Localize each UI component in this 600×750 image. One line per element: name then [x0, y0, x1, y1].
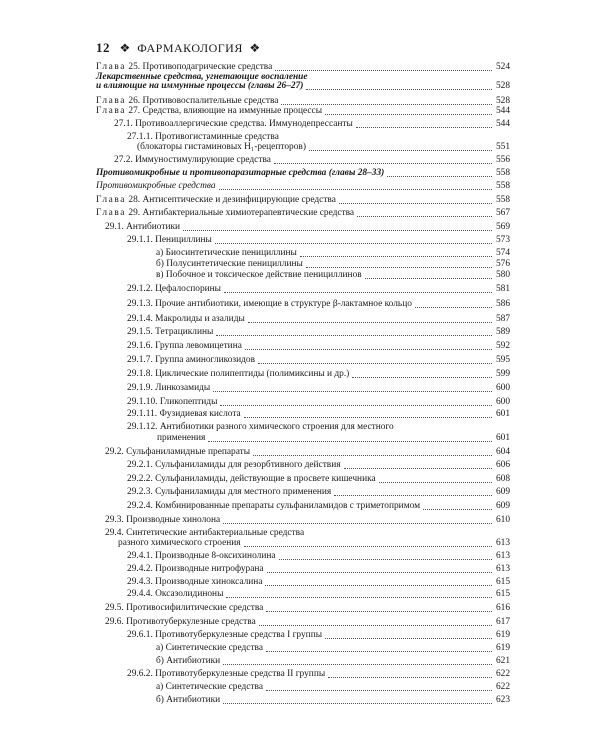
- toc-entry-title: 28. Антисептические и дезинфицирующие средства: [128, 195, 336, 205]
- page-ref: 615: [495, 589, 510, 599]
- dot-leader: [328, 677, 492, 678]
- ornament-left-icon: ❖: [119, 41, 131, 55]
- page-ref: 551: [495, 142, 510, 152]
- page-ref: 609: [495, 487, 510, 497]
- toc-entry-title: 29.1.4. Макролиды и азалиды: [127, 314, 245, 324]
- toc-entry-title: Лекарственные средства, угнетающие воспаление: [96, 72, 308, 82]
- page-number: 12: [96, 40, 110, 55]
- page-ref: 613: [495, 551, 510, 561]
- toc-entry: [127, 630, 322, 641]
- toc-entry-title: а) Синтетические средства: [156, 643, 264, 653]
- toc-entry: [127, 564, 264, 575]
- dot-leader: [325, 114, 492, 115]
- toc-entry: [127, 397, 217, 408]
- dot-leader: [344, 468, 492, 469]
- toc-entry: [156, 259, 303, 270]
- dot-leader: [267, 572, 492, 573]
- toc-entry-title: (блокаторы гистаминовых H₁-рецепторов): [137, 142, 306, 152]
- page-ref: 608: [495, 474, 510, 484]
- dot-leader: [226, 597, 492, 598]
- toc-entry-title: 29.4.3. Производные хиноксалина: [127, 577, 263, 587]
- toc-entry-title: 29.4.1. Производные 8-оксихинолина: [127, 551, 276, 561]
- page-ref: 617: [495, 617, 510, 627]
- toc-entry: [127, 355, 255, 366]
- toc-entry-title: 29.1.8. Циклические полипептиды (полимиксины и др.): [127, 369, 350, 379]
- page-ref: 601: [495, 433, 510, 443]
- page-ref: 558: [495, 168, 510, 178]
- page-ref: 556: [495, 155, 510, 165]
- toc-entry-title: 29.6.1. Противотуберкулезные средства I группы: [127, 630, 323, 640]
- toc-entry-title: 29.5. Противосифилитические средства: [105, 603, 264, 613]
- dot-leader: [266, 690, 492, 691]
- page-ref: 558: [495, 195, 510, 205]
- page-ref: 524: [495, 62, 510, 72]
- page-ref: 544: [495, 106, 510, 116]
- toc-entry-title: 27. Средства, влияющие на иммунные процессы: [128, 106, 323, 116]
- page-ref: 569: [495, 222, 510, 232]
- page-ref: 621: [495, 656, 510, 666]
- dot-leader: [244, 546, 492, 547]
- dot-leader: [334, 495, 492, 496]
- toc-entry-title: 25. Противоподагрические средства: [128, 62, 273, 72]
- toc-entry-title: 27.2. Иммуностимулирующие средства: [114, 155, 271, 165]
- dot-leader: [339, 203, 492, 204]
- toc-entry-title: 29.1.12. Антибиотики разного химического строения для местного: [127, 422, 394, 432]
- toc-entry: [118, 538, 241, 549]
- toc-entry: [127, 422, 394, 433]
- page-ref: 619: [495, 630, 510, 640]
- toc-entry-title: 29.6.2. Противотуберкулезные средства II группы: [127, 669, 326, 679]
- toc-entry-title: разного химического строения: [118, 538, 241, 548]
- dot-leader: [306, 89, 492, 90]
- dot-leader: [183, 230, 492, 231]
- toc-entry-title: и влияющие на иммунные процессы (главы 26–27): [96, 81, 304, 91]
- dot-leader: [259, 625, 492, 626]
- toc-entry: [156, 682, 263, 693]
- page-ref: 610: [495, 515, 510, 525]
- page-ref: 622: [495, 669, 510, 679]
- dot-leader: [387, 176, 492, 177]
- dot-leader: [245, 349, 492, 350]
- toc-entry-title: 29.1.10. Гликопептиды: [127, 397, 218, 407]
- toc-entry-title: б) Полусинтетические пенициллины: [156, 259, 303, 269]
- dot-leader: [379, 482, 492, 483]
- dot-leader: [265, 585, 492, 586]
- toc-entry-title: 29.6. Противотуберкулезные средства: [105, 617, 256, 627]
- toc-entry: [105, 515, 220, 526]
- toc-entry: [105, 617, 256, 628]
- page-ref: 586: [495, 299, 510, 309]
- dot-leader: [253, 455, 492, 456]
- page-ref: 619: [495, 643, 510, 653]
- toc-entry-title: 27.1.1. Противогистаминные средства: [127, 132, 279, 142]
- page-ref: 581: [495, 284, 510, 294]
- dot-leader: [248, 322, 492, 323]
- toc-entry: [156, 248, 297, 259]
- toc-entry: [127, 589, 223, 600]
- toc-entry: [96, 81, 303, 92]
- toc-entry: [127, 669, 325, 680]
- dot-leader: [208, 441, 492, 442]
- chapter-prefix: Глава: [96, 208, 127, 218]
- toc-entry: [127, 235, 212, 246]
- dot-leader: [223, 664, 492, 665]
- toc-entry-title: 29.3. Производные хинолона: [105, 515, 221, 525]
- toc-entry: [157, 433, 205, 444]
- toc-entry-title: 29.1. Антибиотики: [105, 222, 181, 232]
- toc-entry: [96, 106, 322, 117]
- toc-entry-title: 29.2.2. Сульфаниламиды, действующие в просвете кишечника: [127, 474, 376, 484]
- toc-entry-title: б) Антибиотики: [156, 695, 221, 705]
- dot-leader: [219, 189, 492, 190]
- dot-leader: [275, 70, 492, 71]
- toc-entry-title: 29.1.9. Линкозамиды: [127, 383, 211, 393]
- dot-leader: [274, 163, 492, 164]
- dot-leader: [300, 256, 492, 257]
- dot-leader: [281, 104, 492, 105]
- toc-entry-title: 29. Антибактериальные химиотерапевтические средства: [128, 208, 355, 218]
- toc-entry: [137, 142, 306, 153]
- toc-entry: [114, 119, 353, 130]
- toc-entry: [127, 314, 245, 325]
- page-ref: 600: [495, 383, 510, 393]
- toc-entry: [96, 208, 354, 219]
- toc-entry-title: 29.1.6. Группа левомицетина: [127, 341, 242, 351]
- chapter-prefix: Глава: [96, 96, 127, 106]
- page-ref: 623: [495, 695, 510, 705]
- page-ref: 609: [495, 501, 510, 511]
- chapter-prefix: Глава: [96, 195, 127, 205]
- dot-leader: [215, 243, 492, 244]
- toc-entry-title: применения: [157, 433, 206, 443]
- toc-entry-title: 29.2. Сульфаниламидные препараты: [105, 447, 251, 457]
- toc-entry-title: 26. Противовоспалительные средства: [128, 96, 279, 106]
- toc-entry: [127, 577, 262, 588]
- toc-entry-title: 29.1.7. Группа аминогликозидов: [127, 355, 255, 365]
- dot-leader: [244, 417, 492, 418]
- dot-leader: [325, 638, 492, 639]
- page-ref: 604: [495, 447, 510, 457]
- toc-entry: [127, 327, 213, 338]
- page-ref: 601: [495, 409, 510, 419]
- dot-leader: [224, 292, 492, 293]
- page-ref: 592: [495, 341, 510, 351]
- page-header: [96, 40, 261, 56]
- toc-entry-title: Противомикробные и противопаразитарные средства (главы 28–33): [96, 168, 385, 178]
- toc-entry-title: 29.4. Синтетические антибактериальные средства: [105, 528, 305, 538]
- toc-entry: [96, 181, 216, 192]
- page-ref: 528: [495, 96, 510, 106]
- toc-entry: [96, 168, 384, 179]
- dot-leader: [266, 611, 492, 612]
- dot-leader: [258, 363, 492, 364]
- dot-leader: [306, 267, 492, 268]
- toc-entry: [127, 383, 210, 394]
- toc-entry-title: 29.2.4. Комбинированные препараты сульфаниламидов с триметопримом: [127, 501, 421, 511]
- toc-entry-title: 29.2.3. Сульфаниламиды для местного применения: [127, 487, 332, 497]
- dot-leader: [279, 559, 492, 560]
- page-ref: 589: [495, 327, 510, 337]
- chapter-prefix: Глава: [96, 62, 127, 72]
- toc-entry: [96, 195, 336, 206]
- toc-entry: [127, 299, 412, 310]
- toc-entry: [156, 643, 263, 654]
- page-ref: 600: [495, 397, 510, 407]
- page-ref: 613: [495, 564, 510, 574]
- page-ref: 528: [495, 81, 510, 91]
- toc-entry: [114, 155, 271, 166]
- chapter-prefix: Глава: [96, 106, 127, 116]
- page-ref: 595: [495, 355, 510, 365]
- page-ref: 567: [495, 208, 510, 218]
- dot-leader: [213, 391, 492, 392]
- page-ref: 558: [495, 181, 510, 191]
- toc-entry-title: 29.4.4. Оксазолидиноны: [127, 589, 224, 599]
- toc-entry-title: 29.1.11. Фузидиевая кислота: [127, 409, 241, 419]
- toc-entry: [127, 487, 331, 498]
- toc-entry: [156, 270, 362, 281]
- dot-leader: [309, 150, 492, 151]
- toc-entry-title: 29.1.5. Тетрациклины: [127, 327, 214, 337]
- toc-entry: [156, 656, 220, 667]
- toc-entry: [127, 474, 376, 485]
- toc-entry: [127, 409, 241, 420]
- page-ref: 622: [495, 682, 510, 692]
- page-ref: 574: [495, 248, 510, 258]
- toc-entry: [105, 603, 263, 614]
- toc-entry: [127, 501, 420, 512]
- page-ref: 615: [495, 577, 510, 587]
- dot-leader: [223, 523, 492, 524]
- toc-entry: [105, 447, 250, 458]
- toc-entry-title: 29.4.2. Производные нитрофурана: [127, 564, 264, 574]
- toc-entry-title: а) Биосинтетические пенициллины: [156, 248, 297, 258]
- toc-entry-title: 27.1. Противоаллергические средства. Иммунодепрессанты: [114, 119, 353, 129]
- toc-entry: [127, 369, 349, 380]
- page-ref: 573: [495, 235, 510, 245]
- dot-leader: [357, 216, 492, 217]
- dot-leader: [220, 405, 492, 406]
- toc-entry-title: а) Синтетические средства: [156, 682, 264, 692]
- dot-leader: [423, 509, 492, 510]
- page-ref: 576: [495, 259, 510, 269]
- dot-leader: [216, 335, 492, 336]
- page-ref: 544: [495, 119, 510, 129]
- page-ref: 616: [495, 603, 510, 613]
- page-ref: 606: [495, 460, 510, 470]
- running-title: ФАРМАКОЛОГИЯ: [137, 41, 243, 55]
- ornament-right-icon: ❖: [249, 41, 261, 55]
- dot-leader: [352, 377, 492, 378]
- toc-entry: [127, 284, 221, 295]
- dot-leader: [266, 651, 492, 652]
- toc-entry-title: 29.2.1. Сульфаниламиды для резорбтивного действия: [127, 460, 341, 470]
- page-ref: 613: [495, 538, 510, 548]
- page-ref: 580: [495, 270, 510, 280]
- toc-entry: [127, 551, 276, 562]
- toc-entry-title: 29.1.2. Цефалоспорины: [127, 284, 221, 294]
- toc-entry: [105, 222, 180, 233]
- toc-entry-title: в) Побочное и токсическое действие пенициллинов: [156, 270, 362, 280]
- toc-entry-title: 29.1.1. Пенициллины: [127, 235, 212, 245]
- dot-leader: [356, 127, 492, 128]
- toc-entry: [127, 460, 341, 471]
- page-ref: 599: [495, 369, 510, 379]
- toc-entry-title: 29.1.3. Прочие антибиотики, имеющие в структуре β-лактамное кольцо: [127, 299, 412, 309]
- toc-entry: [156, 695, 220, 706]
- toc-entry-title: Противомикробные средства: [96, 181, 216, 191]
- dot-leader: [365, 278, 492, 279]
- page-ref: 587: [495, 314, 510, 324]
- toc-entry: [127, 341, 242, 352]
- dot-leader: [415, 307, 492, 308]
- dot-leader: [223, 703, 492, 704]
- toc-entry-title: б) Антибиотики: [156, 656, 221, 666]
